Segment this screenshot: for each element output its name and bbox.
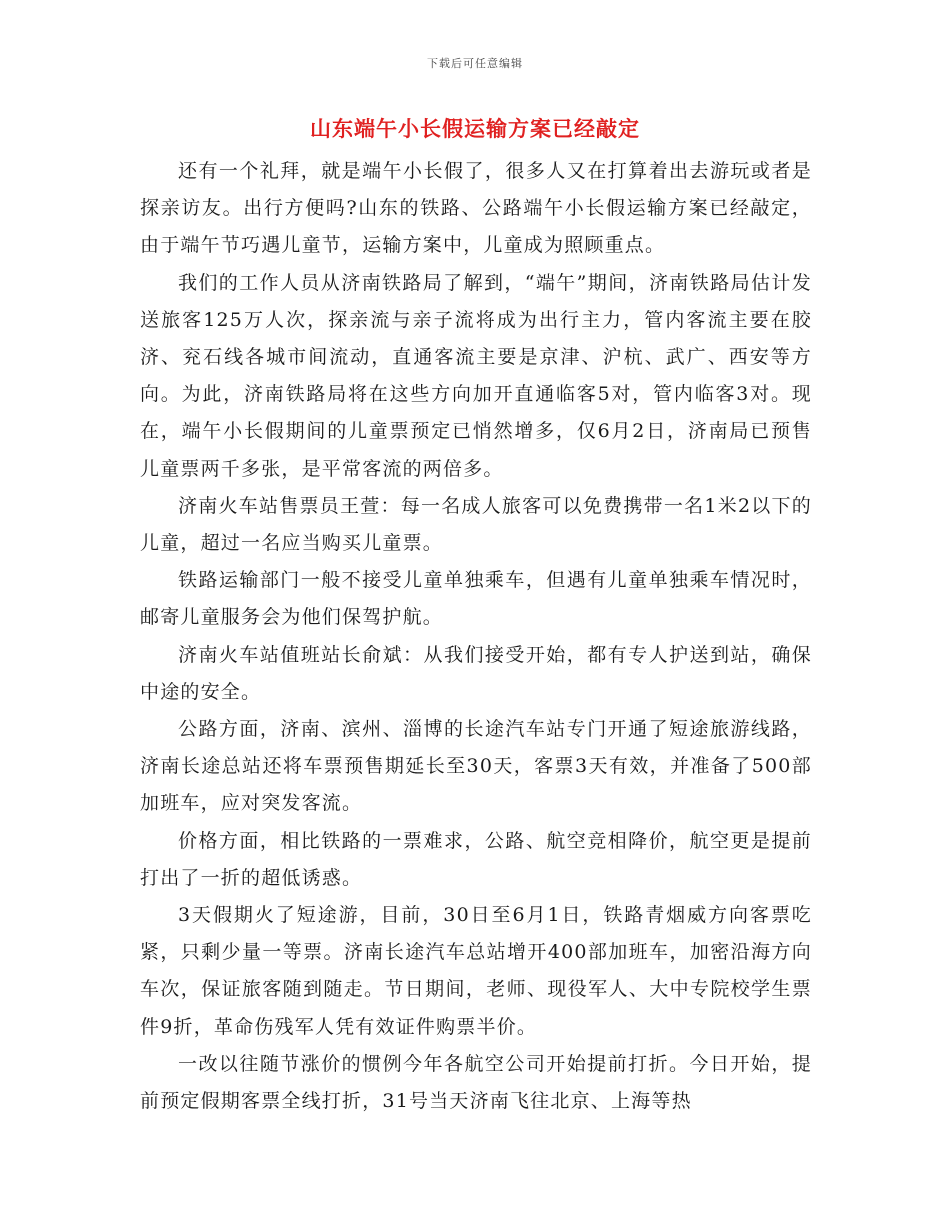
paragraph: 济南火车站售票员王萱：每一名成人旅客可以免费携带一名1米2以下的儿童，超过一名应当购买儿童票。	[140, 494, 812, 555]
paragraph: 3天假期火了短途游，目前，30日至6月1日，铁路青烟威方向客票吃紧，只剩少量一等票。济南长途汽车总站增开400部加班车，加密沿海方向车次，保证旅客随到随走。节日期间，老师、现役军人、大中专院校学生票件9折，革命伤残军人凭有效证件购票半价。	[140, 904, 812, 1038]
paragraph: 一改以往随节涨价的惯例今年各航空公司开始提前打折。今日开始，提前预定假期客票全线打折，31号当天济南飞往北京、上海等热	[140, 1052, 812, 1113]
paragraph: 还有一个礼拜，就是端午小长假了，很多人又在打算着出去游玩或者是探亲访友。出行方便吗?山东的铁路、公路端午小长假运输方案已经敲定，由于端午节巧遇儿童节，运输方案中，儿童成为照顾重点。	[140, 160, 812, 257]
download-note: 下载后可任意编辑	[427, 57, 523, 70]
paragraph: 公路方面，济南、滨州、淄博的长途汽车站专门开通了短途旅游线路，济南长途总站还将车票预售期延长至30天，客票3天有效，并准备了500部加班车，应对突发客流。	[140, 718, 812, 815]
paragraph: 铁路运输部门一般不接受儿童单独乘车，但遇有儿童单独乘车情况时，邮寄儿童服务会为他们保驾护航。	[140, 569, 812, 629]
article-body	[140, 153, 812, 1120]
paragraph: 我们的工作人员从济南铁路局了解到，“端午”期间，济南铁路局估计发送旅客125万人次，探亲流与亲子流将成为出行主力，管内客流主要在胶济、兖石线各城市间流动，直通客流主要是京津、沪杭、武广、西安等方向。为此，济南铁路局将在这些方向加开直通临客5对，管内临客3对。现在，端午小长假期间的儿童票预定已悄然增多，仅6月2日，济南局已预售儿童票两千多张，是平常客流的两倍多。	[140, 271, 812, 480]
page-title: 山东端午小长假运输方案已经敲定	[310, 116, 640, 141]
paragraph: 济南火车站值班站长俞斌：从我们接受开始，都有专人护送到站，确保中途的安全。	[140, 643, 812, 703]
paragraph: 价格方面，相比铁路的一票难求，公路、航空竞相降价，航空更是提前打出了一折的超低诱惑。	[140, 829, 812, 889]
